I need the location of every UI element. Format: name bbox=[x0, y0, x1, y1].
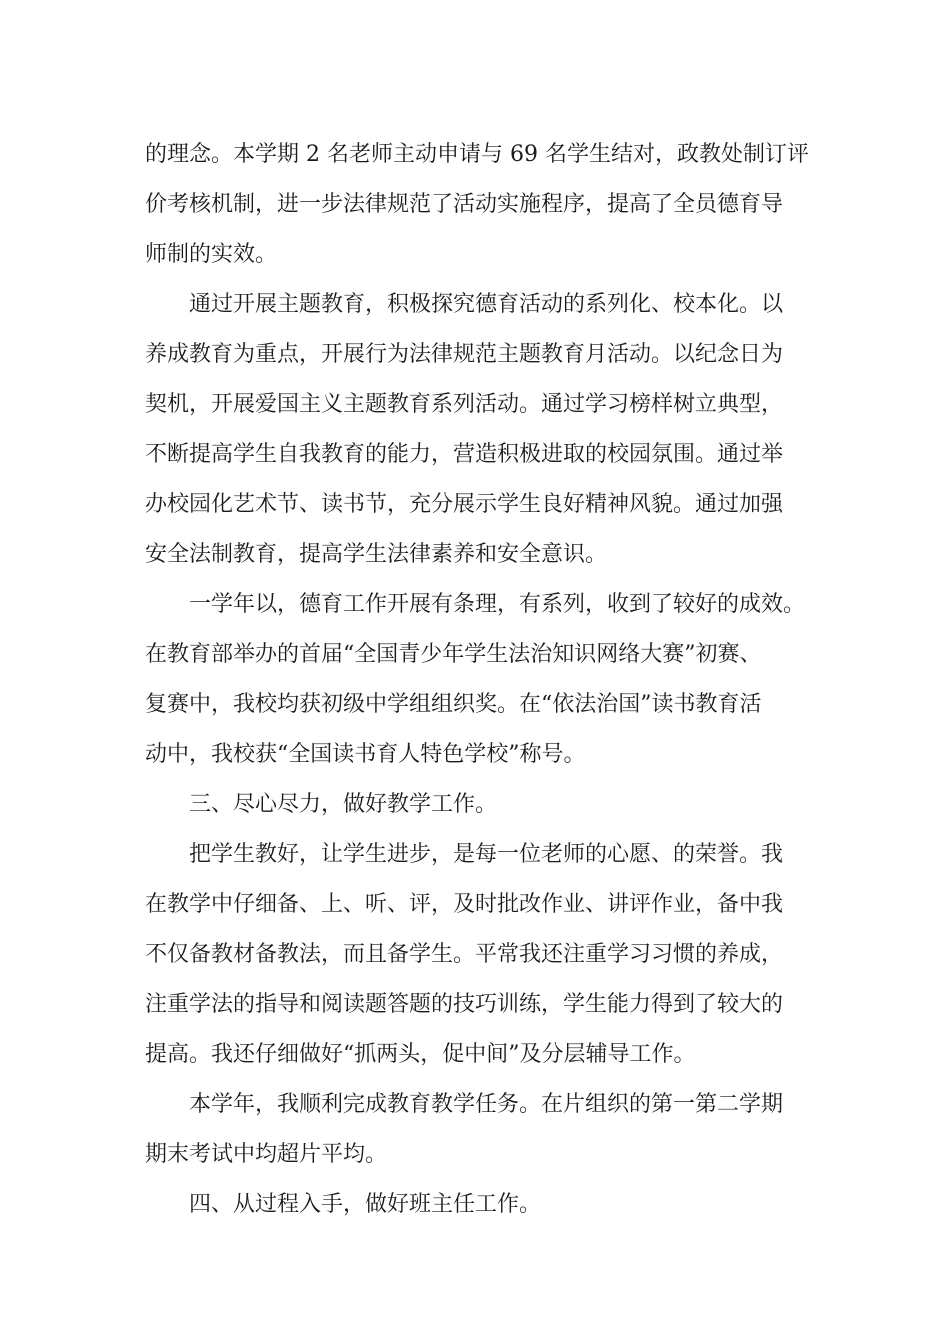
paragraph-line: 本学年，我顺利完成教育教学任务。在片组织的第一第二学期 bbox=[189, 1092, 784, 1117]
paragraph-line: 把学生教好，让学生进步，是每一位老师的心愿、的荣誉。我 bbox=[189, 842, 784, 867]
paragraph-line: 注重学法的指导和阅读题答题的技巧训练，学生能力得到了较大的 bbox=[145, 992, 784, 1017]
paragraph-line: 师制的实效。 bbox=[145, 242, 278, 267]
paragraph-6 bbox=[145, 1080, 810, 1180]
paragraph-line: 办校园化艺术节、读书节，充分展示学生良好精神风貌。通过加强 bbox=[145, 492, 784, 517]
paragraph-2 bbox=[145, 280, 810, 580]
document-body bbox=[145, 130, 810, 1230]
paragraph-line: 不仅备教材备教法，而且备学生。平常我还注重学习习惯的养成， bbox=[145, 942, 784, 967]
paragraph-5 bbox=[145, 830, 810, 1080]
paragraph-line: 的理念。本学期 2 名老师主动申请与 69 名学生结对，政教处制订评 bbox=[145, 142, 809, 167]
paragraph-line: 期末考试中均超片平均。 bbox=[145, 1142, 388, 1167]
paragraph-line: 提高。我还仔细做好“抓两头，促中间”及分层辅导工作。 bbox=[145, 1042, 696, 1067]
paragraph-line: 在教学中仔细备、上、听、评，及时批改作业、讲评作业，备中我 bbox=[145, 892, 784, 917]
section-heading-line: 三、尽心尽力，做好教学工作。 bbox=[189, 792, 498, 817]
paragraph-line: 不断提高学生自我教育的能力，营造积极进取的校园氛围。通过举 bbox=[145, 442, 784, 467]
section-heading-4 bbox=[145, 1180, 810, 1230]
section-heading-3 bbox=[145, 780, 810, 830]
paragraph-line: 契机，开展爱国主义主题教育系列活动。通过学习榜样树立典型， bbox=[145, 392, 784, 417]
section-heading-line: 四、从过程入手，做好班主任工作。 bbox=[189, 1192, 542, 1217]
paragraph-line: 在教育部举办的首届“全国青少年学生法治知识网络大赛”初赛、 bbox=[145, 642, 762, 667]
paragraph-line: 动中，我校获“全国读书育人特色学校”称号。 bbox=[145, 742, 586, 767]
paragraph-3 bbox=[145, 580, 810, 780]
paragraph-line: 安全法制教育，提高学生法律素养和安全意识。 bbox=[145, 542, 608, 567]
paragraph-line: 复赛中，我校均获初级中学组组织奖。在“依法治国”读书教育活 bbox=[145, 692, 762, 717]
paragraph-line: 通过开展主题教育，积极探究德育活动的系列化、校本化。以 bbox=[189, 292, 784, 317]
paragraph-line: 价考核机制，进一步法律规范了活动实施程序，提高了全员德育导 bbox=[145, 192, 784, 217]
paragraph-1 bbox=[145, 130, 810, 280]
paragraph-line: 养成教育为重点，开展行为法律规范主题教育月活动。以纪念日为 bbox=[145, 342, 784, 367]
paragraph-line: 一学年以，德育工作开展有条理，有系列，收到了较好的成效。 bbox=[189, 592, 806, 617]
